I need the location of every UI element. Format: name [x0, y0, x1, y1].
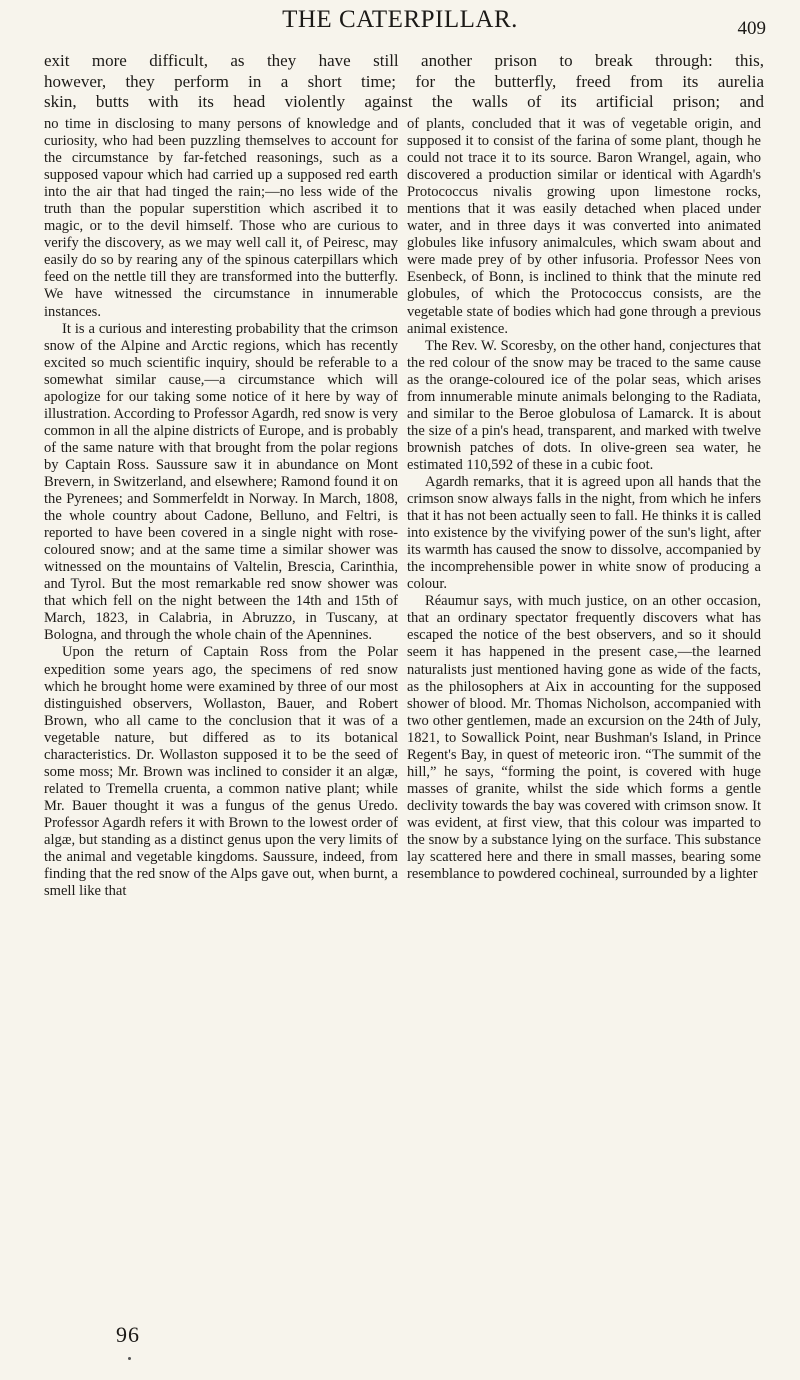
- signature-mark: 96: [116, 1322, 140, 1347]
- paragraph: It is a curious and interesting probability that the crimson snow of the Alpine and Arctic regions, which has recently excited so much scientific inquiry, should be referable to a somewhat similar cause,—a circumstance which will apologize for our taking some notice of it here by way of illustration. According to Professor Agardh, red snow is very common in all the alpine districts of Europe, and is probably of the same nature with that brought from the polar regions by Captain Ross. Saussure saw it in abundance on Mont Brevern, in Switzerland, and elsewhere; Ramond found it on the Pyrenees; and Sommerfeldt in Norway. In March, 1808, the whole country about Cadone, Belluno, and Feltri, is reported to have been covered in a single night with rose-coloured snow; and at the same time a similar shower was witnessed on the mountains of Valtelin, Brescia, Carinthia, and Tyrol. But the most remarkable red snow shower was that which fell on the night between the 14th and 15th of March, 1823, in Calabria, in Abruzzo, in Tuscany, at Bologna, and through the whole chain of the Apennines.: [44, 320, 398, 644]
- paragraph: Agardh remarks, that it is agreed upon all hands that the crimson snow always falls in the night, from which he infers that it has not been actually seen to fall. He thinks it is called into existence by the vivifying power of the sun's light, after its warmth has caused the snow to dissolve, accompanied by the incomprehensible power in white snow of producing a colour.: [407, 473, 761, 593]
- paragraph: The Rev. W. Scoresby, on the other hand, conjectures that the red colour of the snow may be traced to the same cause as the orange-coloured ice of the polar seas, which arises from innumerable minute animals belonging to the Radiata, and similar to the Beroe globulosa of Lamarck. It is about the size of a pin's head, transparent, and marked with twelve brownish patches of dots. In olive-green sea water, he estimated 110,592 of these in a cubic foot.: [407, 337, 761, 473]
- lead-line: however, they perform in a short time; for the butterfly, freed from its aurelia: [44, 71, 764, 91]
- paragraph: of plants, concluded that it was of vegetable origin, and supposed it to consist of the farina of some plant, though he could not trace it to its source. Baron Wrangel, again, who discovered a production similar or identical with Agardh's Protococcus nivalis growing upon limestone rocks, mentions that it was easily detached when placed under water, and in three days it was converted into animated globules like infusory animalcules, which swam about and were made prey of by other infusoria. Professor Nees von Esenbeck, of Bonn, is inclined to think that the minute red globules, of which the Protococcus consists, are the vegetable state of bodies which had gone through a previous animal existence.: [407, 116, 761, 337]
- left-column: [44, 116, 398, 900]
- right-column: [407, 116, 761, 883]
- paragraph: Réaumur says, with much justice, on an other occasion, that an ordinary spectator frequently discovers what has escaped the notice of the best observers, and so it should seem it has happened in the present case,—the learned naturalists just mentioned having gone as wide of the facts, as the philosophers at Aix in accounting for the supposed shower of blood. Mr. Thomas Nicholson, accompanied with two other gentlemen, made an excursion on the 24th of July, 1821, to Sowallick Point, near Bushman's Island, in Prince Regent's Bay, in quest of meteoric iron. “The summit of the hill,” he says, “forming the point, is covered with huge masses of granite, whilst the side which forms a gentle declivity towards the bay was covered with crimson snow. It was evident, at first view, that this colour was imparted to the snow by a substance lying on the surface. This substance lay scattered here and there in small masses, bearing some resemblance to powdered cochineal, surrounded by a lighter: [407, 593, 761, 883]
- lead-paragraph: [44, 51, 764, 113]
- page-header: [0, 6, 800, 46]
- page-number: 409: [737, 18, 766, 39]
- lead-line: skin, butts with its head violently against the walls of its artificial prison; and: [44, 92, 764, 111]
- paragraph: Upon the return of Captain Ross from the Polar expedition some years ago, the specimens of red snow which he brought home were examined by three of our most distinguished observers, Wollaston, Bauer, and Robert Brown, who all came to the conclusion that it was of a vegetable nature, but differed as to its botanical characteristics. Dr. Wollaston supposed it to be the seed of some moss; Mr. Brown was inclined to consider it an algæ, related to Tremella cruenta, a common native plant; while Mr. Bauer thought it was a fungus of the genus Uredo. Professor Agardh refers it with Brown to the lowest order of algæ, but standing as a distinct genus upon the very limits of the animal and vegetable kingdoms. Saussure, indeed, from finding that the red snow of the Alps gave out, when burnt, a smell like that: [44, 644, 398, 900]
- footer-dot: [128, 1357, 131, 1360]
- paragraph: no time in disclosing to many persons of knowledge and curiosity, who had been puzzling themselves to account for the circumstance by far-fetched reasonings, such as a supposed vapour which had carried up a supposed red earth into the air that had tinged the rain;—no less wide of the truth than the popular superstition which ascribed it to magic, or to the devil himself. Those who are curious to verify the discovery, as we may well call it, of Peiresc, may easily do so by rearing any of the spinous caterpillars which feed on the nettle till they are transformed into the butterfly. We have witnessed the circumstance in innumerable instances.: [44, 116, 398, 320]
- lead-line: exit more difficult, as they have still another prison to break through: this,: [44, 51, 764, 70]
- running-title: THE CATERPILLAR.: [282, 6, 518, 33]
